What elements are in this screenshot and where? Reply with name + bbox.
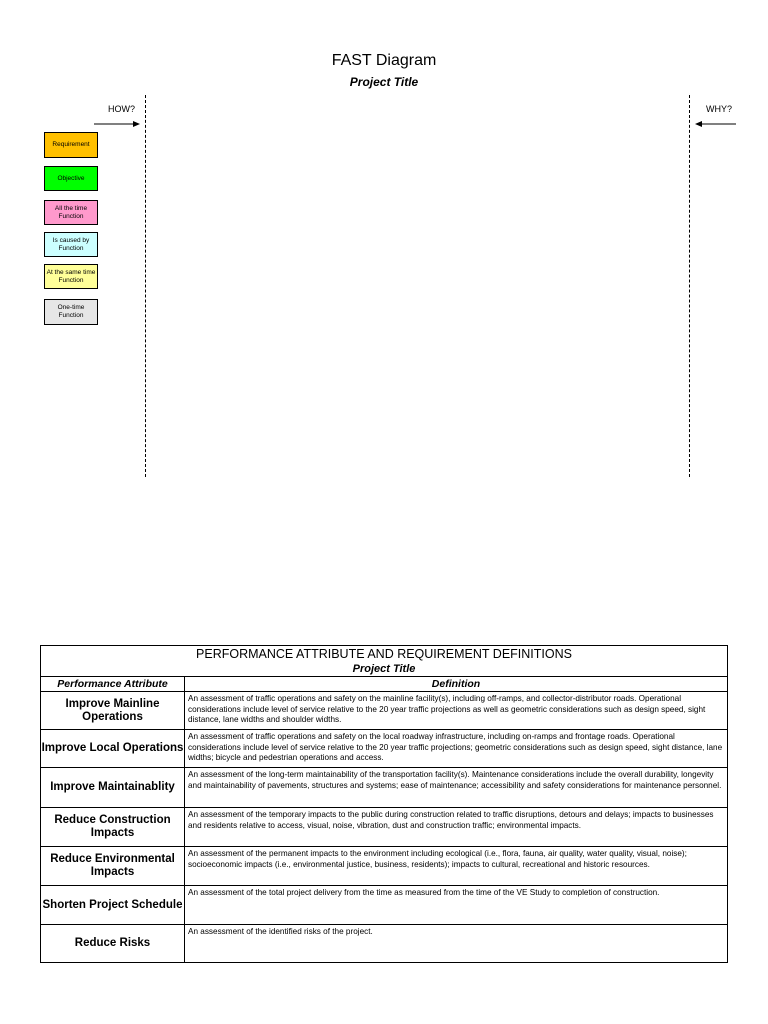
attribute-cell: Reduce Environmental Impacts bbox=[41, 847, 185, 886]
how-label: HOW? bbox=[108, 104, 135, 114]
column-header-attribute: Performance Attribute bbox=[41, 677, 185, 692]
definition-cell: An assessment of the temporary impacts to the public during construction related to traffic disruptions, detours and delays; impacts to businesses and residents relative to access, visual, noise, vibration, dust and construction traffic; environmental impacts. bbox=[185, 808, 728, 847]
attribute-cell: Improve Local Operations bbox=[41, 730, 185, 768]
how-boundary-line bbox=[145, 95, 146, 477]
definition-cell: An assessment of traffic operations and safety on the mainline facility(s), including off-ramps, and collector-distributor roads. Operational considerations include level of service relative to the 20 year traffic projections as well as geometric considerations such as design speed, sight distance, lane widths and shoulder widths. bbox=[185, 692, 728, 730]
how-arrow-icon bbox=[94, 119, 142, 129]
definitions-title: PERFORMANCE ATTRIBUTE AND REQUIREMENT DEFINITIONS bbox=[196, 647, 572, 661]
definitions-table bbox=[40, 645, 728, 963]
definitions-subtitle: Project Title bbox=[352, 663, 416, 675]
table-row bbox=[41, 847, 728, 886]
table-row bbox=[41, 925, 728, 963]
definition-cell: An assessment of traffic operations and safety on the local roadway infrastructure, including on-ramps and frontage roads. Operational considerations include level of service relative to the 20 year traffic projections; geometric considerations such as design speed, sight distance, lane widths; bicycle and pedestrian operations and access. bbox=[185, 730, 728, 768]
legend-objective: Objective bbox=[44, 166, 98, 191]
legend-one-time-function: One-time Function bbox=[44, 299, 98, 325]
why-boundary-line bbox=[689, 95, 690, 477]
attribute-cell: Improve Mainline Operations bbox=[41, 692, 185, 730]
legend-at-the-same-time-function: At the same time Function bbox=[44, 264, 98, 289]
why-arrow-icon bbox=[694, 119, 736, 129]
legend-all-the-time-function: All the time Function bbox=[44, 200, 98, 225]
definition-cell: An assessment of the identified risks of the project. bbox=[185, 925, 728, 963]
legend-is-caused-by-function: Is caused by Function bbox=[44, 232, 98, 257]
attribute-cell: Shorten Project Schedule bbox=[41, 886, 185, 925]
attribute-cell: Improve Maintainablity bbox=[41, 768, 185, 808]
definition-cell: An assessment of the long-term maintainability of the transportation facility(s). Maintenance considerations include the overall durability, longevity and maintainability of pavements, structures and systems; ease of maintenance; accessibility and safety considerations for maintenance personnel. bbox=[185, 768, 728, 808]
fast-diagram-subtitle: Project Title bbox=[349, 75, 419, 89]
why-label: WHY? bbox=[706, 104, 733, 114]
table-row bbox=[41, 730, 728, 768]
table-row bbox=[41, 692, 728, 730]
legend-requirement: Requirement bbox=[44, 132, 98, 158]
table-row bbox=[41, 808, 728, 847]
column-header-definition: Definition bbox=[185, 677, 728, 692]
fast-diagram-title: FAST Diagram bbox=[331, 52, 437, 69]
table-row bbox=[41, 768, 728, 808]
table-row bbox=[41, 886, 728, 925]
definitions-header bbox=[41, 646, 728, 677]
definition-cell: An assessment of the permanent impacts to the environment including ecological (i.e., flora, fauna, air quality, water quality, visual, noise); socioeconomic impacts (i.e., environmental justice, business, residents); impacts to cultural, recreational and historic resources. bbox=[185, 847, 728, 886]
attribute-cell: Reduce Construction Impacts bbox=[41, 808, 185, 847]
attribute-cell: Reduce Risks bbox=[41, 925, 185, 963]
definition-cell: An assessment of the total project delivery from the time as measured from the time of the VE Study to completion of construction. bbox=[185, 886, 728, 925]
